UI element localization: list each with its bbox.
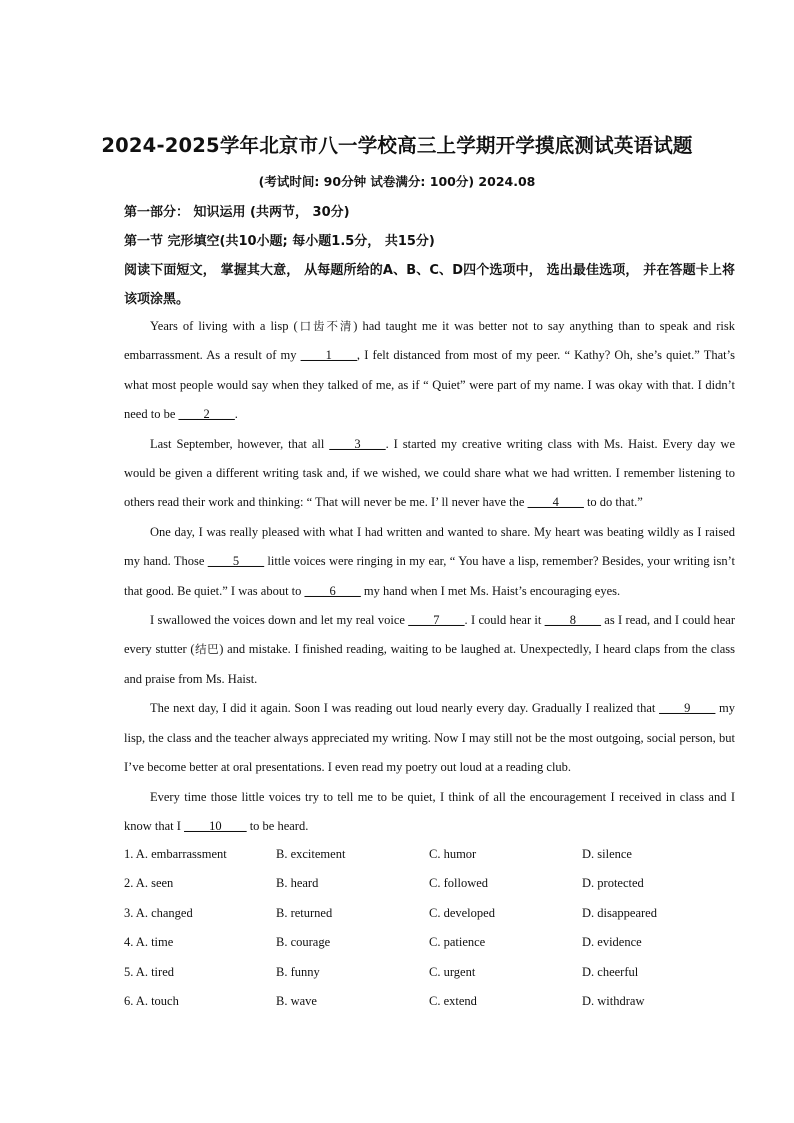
text: , I felt distanced from most of my peer. “ Kathy? Oh, she’s quiet.” That’s what most people would say when they talked of me, as if “ Quiet” were part of my name. I was okay with that. I didn’t need to be: [124, 348, 735, 422]
option-a: 6. A. touch: [124, 993, 179, 1008]
paragraph-4: [124, 606, 735, 694]
question-6-options: [124, 987, 735, 1016]
blank-7: ____7____: [408, 613, 465, 628]
blank-3: ____3____: [329, 436, 386, 451]
blank-1: ____1____: [300, 348, 357, 363]
option-d: D. disappeared: [582, 905, 657, 920]
option-b: B. returned: [276, 905, 333, 920]
exam-info: (考试时间: 90分钟 试卷满分: 100分) 2024.08: [258, 174, 536, 189]
text: my lisp, the class and the teacher always appreciated my writing. Now I may still not be the most outgoing, social person, but I’ve become better at oral presentations. I even read my poetry out loud at a reading club.: [124, 701, 735, 775]
instructions: 阅读下面短文， 掌握其大意， 从每题所给的A、B、C、D四个选项中， 选出最佳选项， 并在答题卡上将该项涂黑。: [124, 263, 735, 307]
page-title: 2024-2025学年北京市八一学校高三上学期开学摸底测试英语试题: [101, 134, 693, 157]
option-d: D. silence: [582, 847, 632, 861]
blank-5: ____5____: [207, 554, 265, 569]
text: ) had taught me it was better not to say anything than to speak and risk embarrassment. As a result of my: [124, 319, 735, 363]
blank-4: ____4____: [527, 495, 584, 510]
option-d: D. evidence: [582, 935, 642, 950]
option-a: 4. A. time: [124, 935, 174, 950]
answer-options: [124, 840, 735, 1016]
paragraph-5: [124, 694, 735, 782]
text: Last September, however, that all: [150, 436, 330, 451]
blank-2: ____2____: [178, 407, 235, 422]
text: Years of living with a lisp (: [150, 319, 298, 333]
cjk-gloss: 结巴: [194, 642, 220, 657]
text: my hand when I met Ms. Haist’s encouraging eyes.: [360, 583, 621, 598]
option-d: D. cheerful: [582, 964, 639, 979]
paragraph-1: [124, 312, 735, 430]
text: The next day, I did it again. Soon I was reading out loud nearly every day. Gradually I realized that: [150, 701, 660, 716]
option-b: B. funny: [276, 964, 320, 979]
question-1-options: [124, 840, 735, 869]
question-2-options: [124, 869, 735, 898]
text: to do that.”: [583, 495, 643, 510]
cjk-gloss: 口齿不清: [297, 319, 354, 333]
blank-8: ____8____: [544, 613, 601, 628]
text: to be heard.: [246, 818, 309, 833]
text: One day, I was really pleased with what I had written and wanted to share. My heart was beating wildly as I raised my hand. Those: [124, 524, 735, 569]
option-a: 5. A. tired: [124, 964, 174, 979]
part-heading: 第一部分： 知识运用 (共两节， 30分): [124, 205, 350, 220]
option-d: D. withdraw: [582, 993, 645, 1008]
option-c: C. patience: [429, 935, 486, 950]
section-heading: 第一节 完形填空(共10小题; 每小题1.5分， 共15分): [124, 234, 435, 249]
question-5-options: [124, 958, 735, 987]
text: as I read, and I could hear every stutter (: [124, 613, 736, 657]
option-b: B. courage: [276, 935, 331, 950]
option-c: C. humor: [429, 847, 477, 861]
option-d: D. protected: [582, 876, 644, 891]
text: Every time those little voices try to tell me to be quiet, I think of all the encouragement I received in class and I know that I: [124, 789, 735, 833]
option-c: C. urgent: [429, 964, 476, 979]
option-a: 3. A. changed: [124, 905, 193, 920]
text: little voices were ringing in my ear, “ You have a lisp, remember? Besides, your writing isn’t that good. Be quiet.” I was about to: [124, 554, 735, 598]
option-a: 2. A. seen: [124, 876, 174, 891]
text: . I could hear it: [464, 613, 545, 628]
option-b: B. heard: [276, 876, 319, 891]
text: ) and mistake. I finished reading, waiting to be laughed at. Unexpectedly, I heard claps from the class and praise from Ms. Haist.: [124, 642, 736, 686]
paragraph-3: [124, 518, 735, 606]
text: . I started my creative writing class with Ms. Haist. Every day we would be given a different writing task and, if we wished, we could share what we had written. I remember listening to others read their work and thinking: “ That will never be me. I’ ll never have the: [124, 436, 736, 510]
blank-9: ____9____: [659, 701, 716, 716]
cloze-passage: [124, 312, 735, 841]
option-c: C. followed: [429, 876, 489, 891]
text: I swallowed the voices down and let my real voice: [150, 613, 409, 628]
question-4-options: [124, 928, 735, 957]
question-3-options: [124, 899, 735, 928]
blank-6: ____6____: [304, 583, 361, 598]
text: .: [234, 407, 238, 422]
paragraph-2: [124, 430, 735, 518]
option-a: 1. A. embarrassment: [124, 847, 227, 861]
paragraph-6: [124, 783, 735, 842]
option-b: B. excitement: [276, 847, 346, 861]
option-b: B. wave: [276, 993, 317, 1008]
option-c: C. extend: [429, 993, 477, 1008]
option-c: C. developed: [429, 905, 495, 920]
blank-10: ____10____: [184, 818, 247, 833]
